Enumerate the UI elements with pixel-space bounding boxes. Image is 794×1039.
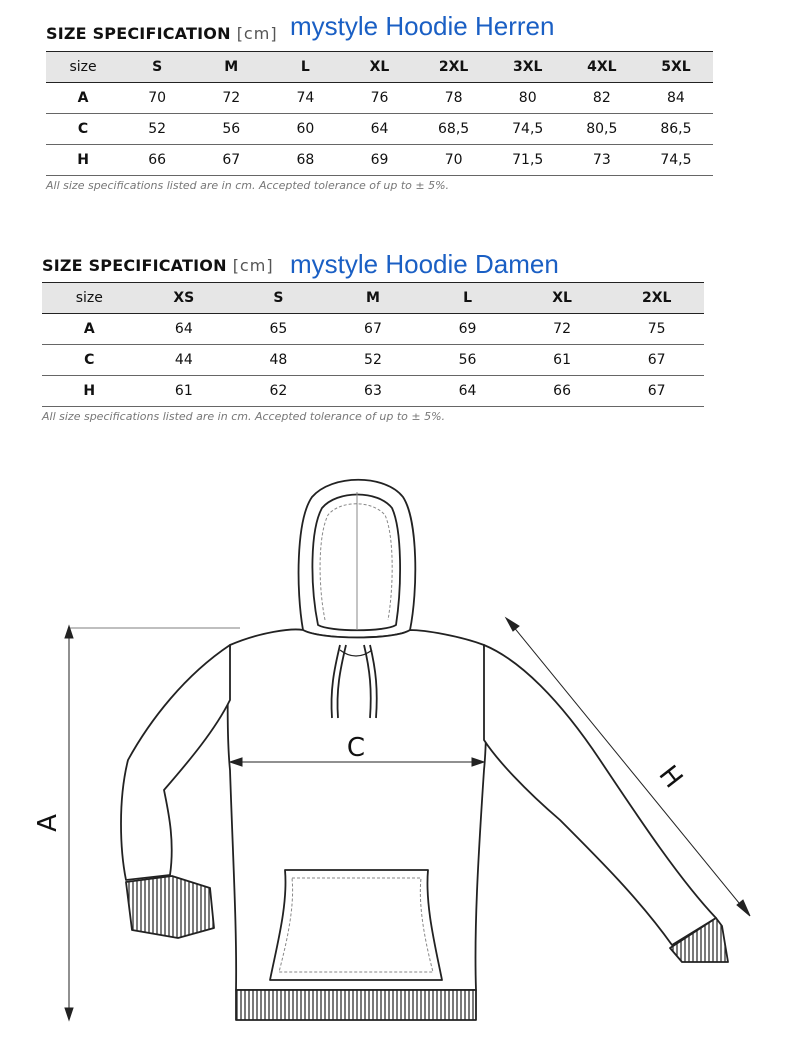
size-column-header: M [194,52,268,83]
size-header: size [42,283,137,314]
size-column-header: XL [515,283,610,314]
tolerance-note: All size specifications listed are in cm. Accepted tolerance of up to ± 5%. [42,410,446,423]
size-column-header: XL [342,52,416,83]
measurement-value: 60 [268,114,342,145]
size-header: size [46,52,120,83]
measurement-value: 67 [194,145,268,176]
table-row [42,345,704,376]
measurement-value: 67 [609,345,704,376]
measurement-value: 74,5 [639,145,713,176]
measurement-value: 69 [420,314,515,345]
measurement-value: 62 [231,376,326,407]
size-column-header: L [420,283,515,314]
size-table [42,282,704,407]
spec-unit: [cm] [236,24,278,43]
tolerance-note: All size specifications listed are in cm. Accepted tolerance of up to ± 5%. [46,179,450,192]
size-column-header: 3XL [491,52,565,83]
size-table [46,51,713,176]
table-row [46,83,713,114]
spec-heading: SIZE SPECIFICATION [cm] [46,24,278,43]
waistband [236,990,476,1020]
size-column-header: 2XL [609,283,704,314]
right-sleeve [484,645,716,945]
measurement-label: A [42,314,137,345]
measurement-value: 56 [420,345,515,376]
product-title: mystyle Hoodie Damen [290,249,559,279]
kangaroo-pocket [270,870,442,980]
measurement-value: 75 [609,314,704,345]
measurement-label: H [46,145,120,176]
size-column-header: S [231,283,326,314]
measurement-value: 70 [120,83,194,114]
size-column-header: M [326,283,421,314]
size-column-header: S [120,52,194,83]
measurement-value: 67 [609,376,704,407]
measurement-value: 82 [565,83,639,114]
hoodie-measurement-diagram [0,470,794,1039]
table-row [46,145,713,176]
spec-unit: [cm] [232,256,274,275]
measurement-value: 72 [515,314,610,345]
measurement-value: 48 [231,345,326,376]
dim-label-a: A [33,814,63,832]
measurement-value: 69 [342,145,416,176]
size-column-header: 4XL [565,52,639,83]
measurement-value: 65 [231,314,326,345]
table-header-row [46,52,713,83]
left-cuff [126,876,214,938]
measurement-value: 72 [194,83,268,114]
measurement-value: 76 [342,83,416,114]
measurement-value: 61 [515,345,610,376]
measurement-value: 78 [417,83,491,114]
measurement-value: 84 [639,83,713,114]
measurement-value: 56 [194,114,268,145]
measurement-value: 80 [491,83,565,114]
measurement-value: 66 [120,145,194,176]
measurement-label: H [42,376,137,407]
measurement-value: 44 [137,345,232,376]
measurement-value: 66 [515,376,610,407]
measurement-value: 63 [326,376,421,407]
measurement-value: 80,5 [565,114,639,145]
measurement-value: 61 [137,376,232,407]
measurement-value: 73 [565,145,639,176]
left-sleeve [121,645,230,880]
measurement-label: C [46,114,120,145]
measurement-value: 68,5 [417,114,491,145]
measurement-value: 52 [326,345,421,376]
size-column-header: XS [137,283,232,314]
measurement-value: 64 [137,314,232,345]
hood-opening [312,495,400,631]
dim-label-h: H [652,760,689,795]
hoodie-outline [121,480,728,1020]
size-column-header: L [268,52,342,83]
measurement-value: 74,5 [491,114,565,145]
size-column-header: 2XL [417,52,491,83]
table-row [42,376,704,407]
measurement-value: 67 [326,314,421,345]
dim-label-c: C [346,733,366,763]
measurement-value: 70 [417,145,491,176]
measurement-value: 64 [342,114,416,145]
measurement-value: 68 [268,145,342,176]
measurement-value: 52 [120,114,194,145]
measurement-label: C [42,345,137,376]
table-row [46,114,713,145]
table-header-row [42,283,704,314]
measurement-value: 64 [420,376,515,407]
table-row [42,314,704,345]
measurement-label: A [46,83,120,114]
measurement-value: 86,5 [639,114,713,145]
measurement-value: 74 [268,83,342,114]
measurement-value: 71,5 [491,145,565,176]
size-column-header: 5XL [639,52,713,83]
spec-heading: SIZE SPECIFICATION [cm] [42,256,274,275]
product-title: mystyle Hoodie Herren [290,11,555,41]
